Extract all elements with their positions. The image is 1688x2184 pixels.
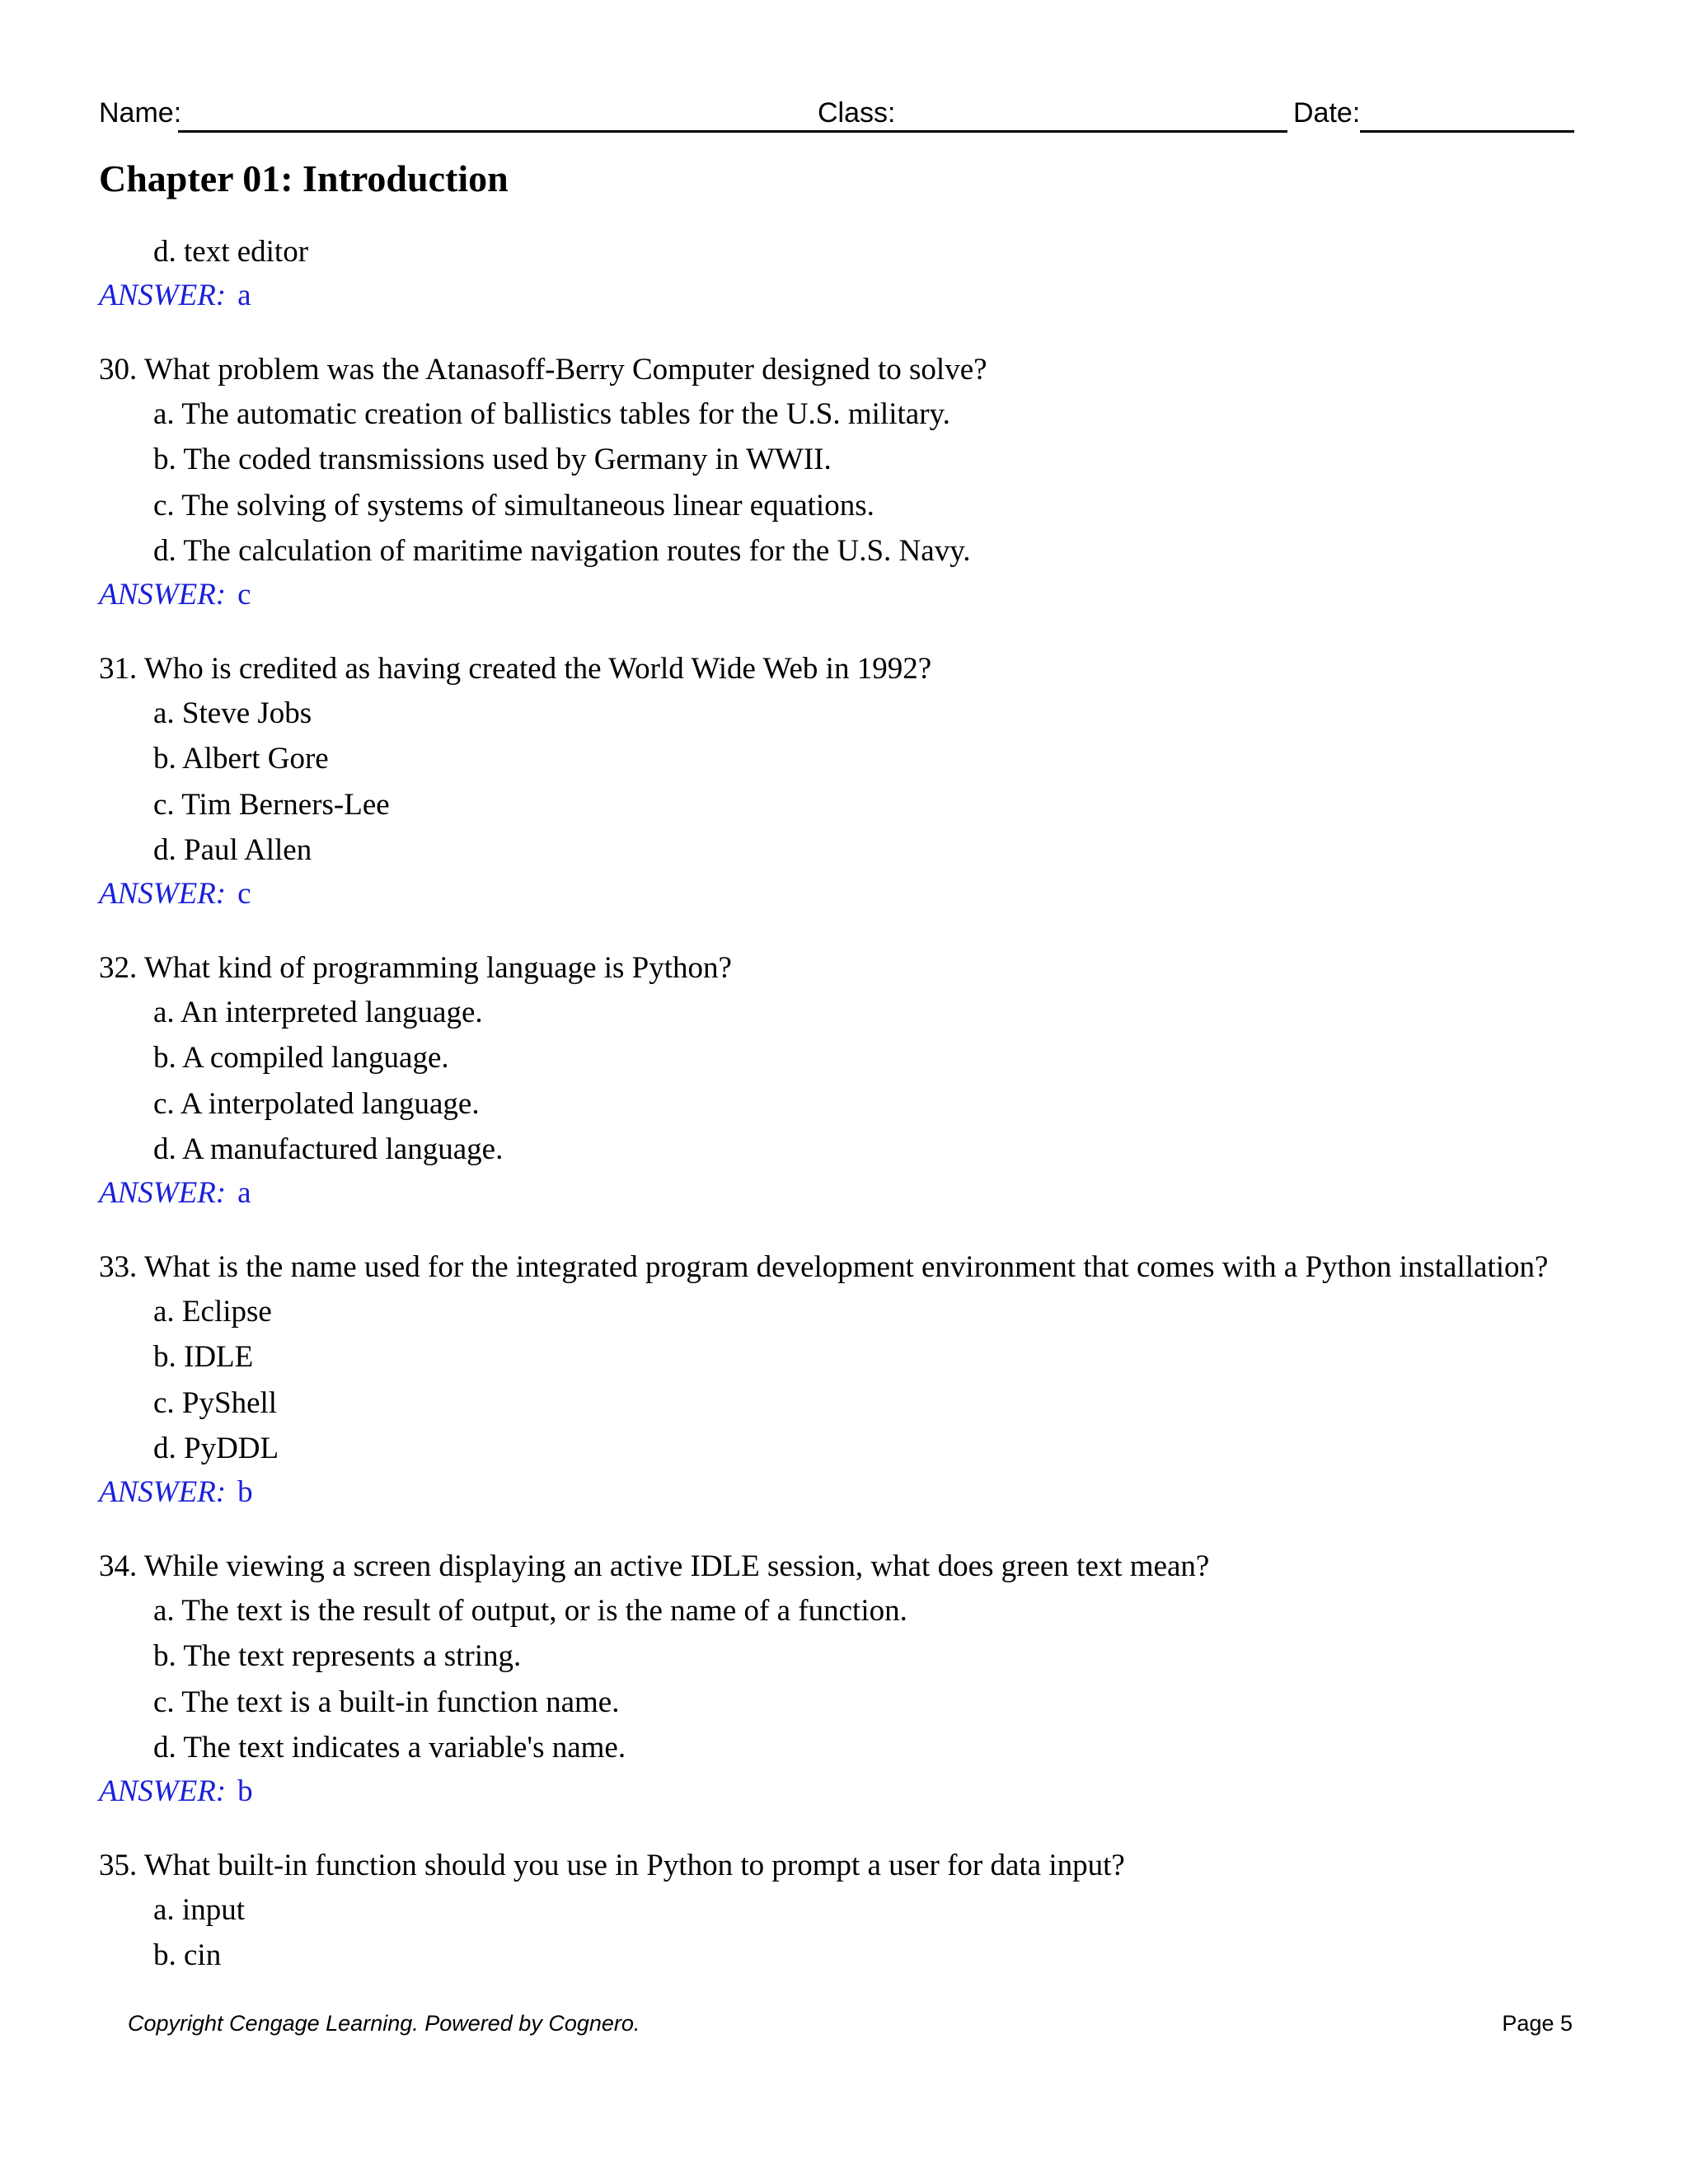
question-33 (99, 1249, 1582, 1513)
question-text: 35. What built-in function should you use in Python to prompt a user for data input? (99, 1848, 1125, 1882)
page-number: Page 5 (1502, 2011, 1573, 2036)
answer-line (99, 1173, 1582, 1214)
option-b: b. The coded transmissions used by Germany in WWII. (153, 443, 832, 476)
option-d: d. A manufactured language. (153, 1132, 504, 1166)
answer-label: ANSWER: (99, 577, 227, 612)
answer-line (99, 574, 1582, 616)
option-b: b. The text represents a string. (153, 1639, 522, 1673)
answer-label: ANSWER: (99, 876, 227, 911)
name-blank-line (178, 130, 908, 133)
question-text: 31. Who is credited as having created the World Wide Web in 1992? (99, 651, 932, 686)
answer-line (99, 1771, 1582, 1812)
option-d: d. Paul Allen (153, 833, 312, 867)
option-b: b. Albert Gore (153, 742, 329, 776)
question-35 (99, 1847, 1582, 1979)
answer-line (99, 1472, 1582, 1513)
option-a: a. An interpreted language. (153, 995, 483, 1029)
option-c: c. The solving of systems of simultaneous linear equations. (153, 488, 874, 523)
question-32 (99, 949, 1582, 1214)
continued-question (99, 229, 1582, 316)
option-d: d. The text indicates a variable's name. (153, 1731, 626, 1765)
date-blank-line (1360, 130, 1574, 133)
answer-label: ANSWER: (99, 278, 227, 312)
answer-value: c (237, 577, 251, 612)
student-info-header (99, 97, 1574, 138)
question-text: 33. What is the name used for the integrated program development environment that comes with a Python installation? (99, 1249, 1549, 1284)
name-label: Name: (99, 97, 182, 129)
option-a: a. Steve Jobs (153, 696, 312, 730)
option-a: a. The text is the result of output, or is the name of a function. (153, 1593, 907, 1628)
question-text: 30. What problem was the Atanasoff-Berry Computer designed to solve? (99, 352, 987, 387)
answer-value: b (237, 1474, 253, 1509)
option: d. text editor (153, 235, 309, 269)
question-30 (99, 351, 1582, 616)
question-text: 32. What kind of programming language is Python? (99, 950, 732, 985)
answer-label: ANSWER: (99, 1175, 227, 1210)
option-a: a. Eclipse (153, 1294, 272, 1329)
option-d: d. The calculation of maritime navigation routes for the U.S. Navy. (153, 534, 971, 568)
answer-value: a (237, 278, 251, 312)
class-blank-line (895, 130, 1287, 133)
answer-label: ANSWER: (99, 1774, 227, 1808)
option-b: b. cin (153, 1938, 222, 1972)
option-c: c. PyShell (153, 1385, 278, 1420)
chapter-title: Chapter 01: Introduction (99, 157, 509, 199)
question-34 (99, 1548, 1582, 1812)
answer-value: b (237, 1774, 253, 1808)
answer-label: ANSWER: (99, 1474, 227, 1509)
copyright-text: Copyright Cengage Learning. Powered by Cognero. (128, 2011, 640, 2036)
option-c: c. The text is a built-in function name. (153, 1685, 620, 1719)
option-b: b. A compiled language. (153, 1041, 449, 1075)
date-label: Date: (1293, 97, 1361, 129)
option-c: c. A interpolated language. (153, 1086, 480, 1121)
option-b: b. IDLE (153, 1340, 254, 1374)
option-c: c. Tim Berners-Lee (153, 787, 390, 822)
question-text: 34. While viewing a screen displaying an active IDLE session, what does green text mean? (99, 1549, 1210, 1583)
question-31 (99, 650, 1582, 915)
answer-line (99, 874, 1582, 915)
answer-line (99, 275, 1582, 316)
option-d: d. PyDDL (153, 1432, 279, 1465)
option-a: a. input (153, 1892, 245, 1927)
answer-value: c (237, 876, 251, 911)
class-label: Class: (818, 97, 896, 129)
option-a: a. The automatic creation of ballistics tables for the U.S. military. (153, 396, 950, 431)
answer-value: a (237, 1175, 251, 1210)
question-list (99, 229, 1582, 1979)
